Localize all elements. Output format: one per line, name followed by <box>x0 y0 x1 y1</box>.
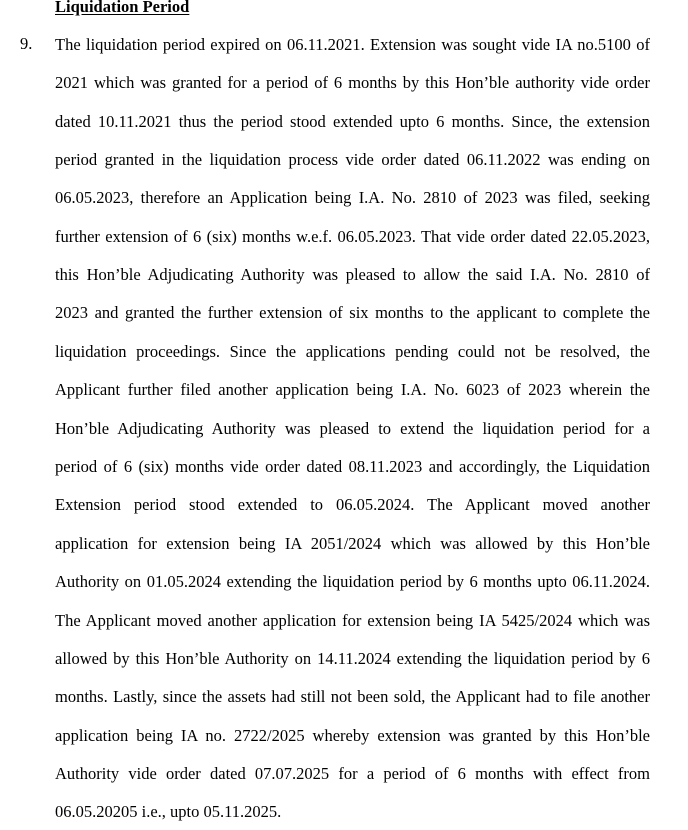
paragraph-line: period of 6 (six) months vide order dated 08.11.2023 and accordingly, the Liquidation <box>55 457 650 476</box>
paragraph-number: 9. <box>20 34 33 53</box>
paragraph-line: this Hon’ble Adjudicating Authority was pleased to allow the said I.A. No. 2810 of <box>55 265 650 284</box>
paragraph-line: period granted in the liquidation process vide order dated 06.11.2022 was ending on <box>55 150 650 169</box>
paragraph-line: liquidation proceedings. Since the applications pending could not be resolved, the <box>55 342 650 361</box>
paragraph-line: 2021 which was granted for a period of 6 months by this Hon’ble authority vide order <box>55 73 650 92</box>
paragraph-line: 2023 and granted the further extension of six months to the applicant to complete the <box>55 303 650 322</box>
paragraph-line: Authority vide order dated 07.07.2025 for a period of 6 months with effect from <box>55 764 650 783</box>
paragraph-line: Authority on 01.05.2024 extending the liquidation period by 6 months upto 06.11.2024. <box>55 572 650 591</box>
paragraph-line: application for extension being IA 2051/2024 which was allowed by this Hon’ble <box>55 534 650 553</box>
paragraph-line: 06.05.2023, therefore an Application being I.A. No. 2810 of 2023 was filed, seeking <box>55 188 650 207</box>
paragraph-line: Extension period stood extended to 06.05.2024. The Applicant moved another <box>55 495 650 514</box>
paragraph-line: 06.05.20205 i.e., upto 05.11.2025. <box>55 802 282 821</box>
paragraph-line: The Applicant moved another application for extension being IA 5425/2024 which was <box>55 611 650 630</box>
paragraph-line: months. Lastly, since the assets had still not been sold, the Applicant had to file another <box>55 687 650 706</box>
paragraph-line: dated 10.11.2021 thus the period stood extended upto 6 months. Since, the extension <box>55 112 650 131</box>
paragraph-line: Hon’ble Adjudicating Authority was pleased to extend the liquidation period for a <box>55 419 650 438</box>
paragraph-line: Applicant further filed another application being I.A. No. 6023 of 2023 wherein the <box>55 380 650 399</box>
paragraph-line: allowed by this Hon’ble Authority on 14.11.2024 extending the liquidation period by 6 <box>55 649 650 668</box>
paragraph-line: further extension of 6 (six) months w.e.f. 06.05.2023. That vide order dated 22.05.2023, <box>55 227 650 246</box>
paragraph-line: application being IA no. 2722/2025 whereby extension was granted by this Hon’ble <box>55 726 650 745</box>
section-heading: Liquidation Period <box>55 0 190 16</box>
paragraph-line: The liquidation period expired on 06.11.2021. Extension was sought vide IA no.5100 of <box>55 35 650 54</box>
